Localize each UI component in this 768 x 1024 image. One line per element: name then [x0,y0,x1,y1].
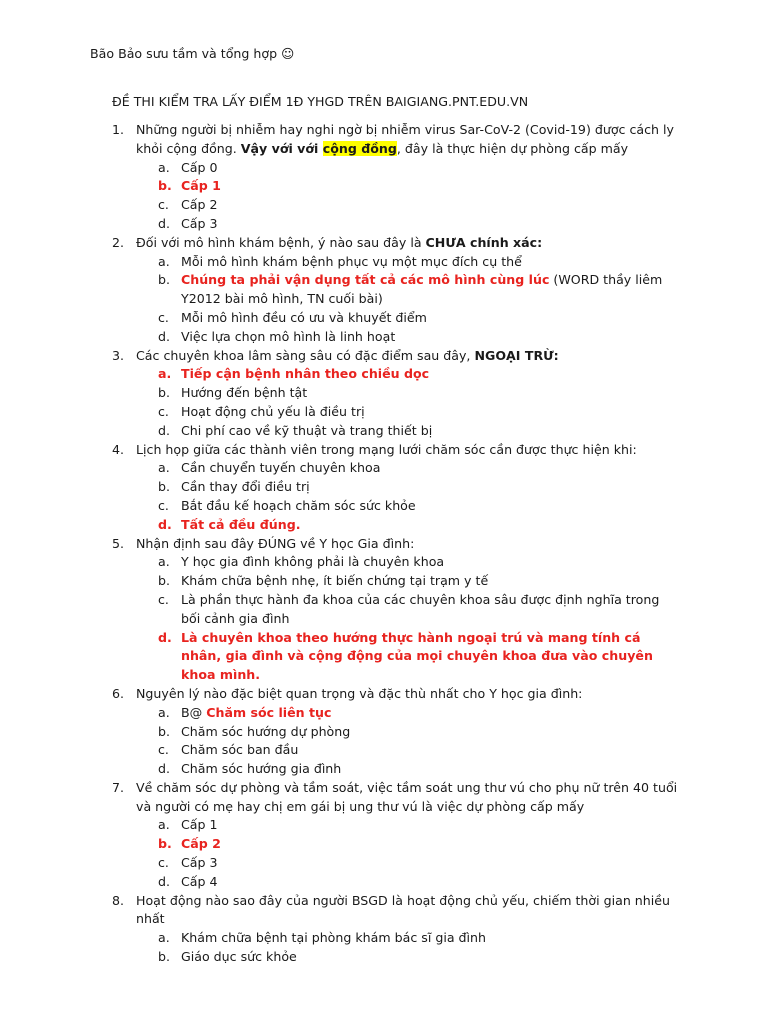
option-b [136,723,680,742]
question-number: 4. [112,441,125,457]
option-d-correct [136,629,680,685]
option-text: Chăm sóc hướng gia đình [181,761,342,777]
option-text: Việc lựa chọn mô hình là linh hoạt [181,328,396,344]
question-text-bold: CHƯA chính xác: [425,234,543,250]
option-letter: d. [158,215,170,231]
question-number: 2. [112,234,125,250]
question-text: Nhận định sau đây ĐÚNG về Y học Gia đình: [136,535,415,551]
question-text-part: Các chuyên khoa lâm sàng sâu có đặc điểm sau đây, [136,347,475,363]
question-number: 1. [112,122,125,137]
option-text: Tất cả đều đúng. [181,516,301,532]
option-letter: d. [158,629,172,645]
option-list [136,553,680,685]
option-a-correct [136,704,680,723]
option-letter: c. [158,403,169,419]
option-a [136,553,680,572]
question-list [0,121,768,967]
option-b [136,572,680,591]
option-letter: a. [158,366,172,382]
option-prefix: B@ [181,704,207,720]
option-list [136,816,680,891]
option-b [136,478,680,497]
option-letter: d. [158,761,170,777]
option-c [136,403,680,422]
option-text: Là phần thực hành đa khoa của các chuyên khoa sâu được định nghĩa trong bối cảnh gia đình [181,591,660,626]
option-c [136,591,680,629]
option-letter: b. [158,836,172,852]
option-letter: c. [158,497,169,513]
option-d-correct [136,516,680,535]
option-list [136,704,680,779]
question-text-part: , đây là thực hiện dự phòng cấp mấy [396,140,629,156]
question-5 [0,535,768,685]
option-text: Cấp 1 [181,178,221,194]
option-d [136,760,680,779]
option-text: Chăm sóc hướng dự phòng [181,723,351,739]
question-6 [0,685,768,779]
option-text: Chăm sóc ban đầu [181,742,299,758]
option-text: Tiếp cận bệnh nhân theo chiều dọc [181,366,430,382]
option-letter: c. [158,309,169,325]
option-letter: d. [158,422,170,438]
question-7 [0,779,768,892]
option-c [136,497,680,516]
option-text: Cần thay đổi điều trị [181,479,310,495]
header-note: Bão Bảo sưu tầm và tổng hợp ☺ [90,46,295,61]
option-text: Khám chữa bệnh tại phòng khám bác sĩ gia đình [181,930,486,946]
option-letter: a. [158,817,170,833]
option-text-answer: Chúng ta phải vận dụng tất cả các mô hình cùng lúc [181,272,550,288]
highlighted-text: cộng đồng [322,140,397,156]
option-letter: b. [158,272,170,288]
option-letter: b. [158,479,170,495]
option-b [136,384,680,403]
option-c [136,741,680,760]
option-list [136,253,680,347]
question-text [136,121,680,159]
question-2 [0,234,768,347]
option-letter: c. [158,197,169,213]
option-text: Cần chuyển tuyến chuyên khoa [181,460,381,476]
option-b-correct [136,835,680,854]
option-letter: c. [158,855,169,871]
question-number: 5. [112,535,125,551]
option-text: Là chuyên khoa theo hướng thực hành ngoại trú và mang tính cá nhân, gia đình và cộng động của mọi chuyên khoa đưa vào chuyên khoa mình. [181,629,653,683]
option-text: Cấp 1 [181,817,218,833]
question-text: Lịch họp giữa các thành viên trong mạng lưới chăm sóc cần được thực hiện khi: [136,441,637,457]
option-letter: b. [158,573,170,589]
question-number: 6. [112,685,125,701]
option-text-note: (WORD thầy liêm Y2012 bài mô hình, TN cuối bài) [181,272,663,307]
option-letter: b. [158,385,170,401]
option-text: Y học gia đình không phải là chuyên khoa [181,554,445,570]
option-c [136,309,680,328]
option-letter: a. [158,159,170,175]
question-text [136,347,680,366]
option-a-correct [136,365,680,384]
option-list [136,159,680,234]
option-c [136,196,680,215]
question-text: Nguyên lý nào đặc biệt quan trọng và đặc thù nhất cho Y học gia đình: [136,685,583,701]
document-title: ĐỀ THI KIỂM TRA LẤY ĐIỂM 1Đ YHGD TRÊN BAIGIANG.PNT.EDU.VN [112,94,529,109]
option-d [136,215,680,234]
option-a [136,253,680,272]
option-text: Cấp 0 [181,159,218,175]
option-letter: a. [158,253,170,269]
option-text: Cấp 2 [181,197,218,213]
question-text: Hoạt động nào sao đây của người BSGD là hoạt động chủ yếu, chiếm thời gian nhiều nhất [136,892,670,927]
option-text: Mỗi mô hình đều có ưu và khuyết điểm [181,309,427,325]
option-c [136,854,680,873]
option-b [136,948,680,967]
option-text-answer: Chăm sóc liên tục [206,704,332,720]
option-text: Mỗi mô hình khám bệnh phục vụ một mục đích cụ thể [181,253,522,269]
question-text-part: Đối với mô hình khám bệnh, ý nào sau đây là [136,234,426,250]
option-letter: a. [158,460,170,476]
option-text: Bắt đầu kế hoạch chăm sóc sức khỏe [181,497,416,513]
option-d [136,328,680,347]
question-3 [0,347,768,441]
option-text: Hoạt động chủ yếu là điều trị [181,403,365,419]
option-text: Chi phí cao về kỹ thuật và trang thiết bị [181,422,433,438]
question-text-bold: NGOẠI TRỪ: [474,347,559,363]
option-letter: c. [158,591,169,607]
question-number: 3. [112,347,125,363]
option-letter: b. [158,723,170,739]
option-b-correct [136,271,680,309]
question-text [136,234,680,253]
option-text: Cấp 4 [181,873,218,889]
question-number: 8. [112,892,125,908]
option-d [136,873,680,892]
option-b-correct [136,177,680,196]
option-list [136,365,680,440]
option-letter: b. [158,949,170,965]
option-text: Cấp 2 [181,836,221,852]
question-8 [0,892,768,967]
question-text-part: Những người bị nhiễm hay nghi ngờ bị nhiễm virus Sar-CoV-2 (Covid-19) được cách ly khỏi cộng đồng. [136,122,674,156]
option-text: Cấp 3 [181,855,218,871]
question-text-bold: Vậy với với [240,140,323,156]
option-list [136,929,680,967]
option-letter: a. [158,930,170,946]
option-letter: c. [158,742,169,758]
option-letter: d. [158,328,170,344]
option-text: Khám chữa bệnh nhẹ, ít biến chứng tại trạm y tế [181,573,489,589]
option-a [136,459,680,478]
option-a [136,929,680,948]
option-text: Giáo dục sức khỏe [181,949,297,965]
option-text: Hướng đến bệnh tật [181,385,308,401]
question-number: 7. [112,779,125,795]
option-a [136,159,680,178]
question-4 [0,441,768,535]
option-letter: d. [158,516,172,532]
option-a [136,816,680,835]
question-text: Về chăm sóc dự phòng và tầm soát, việc tầm soát ung thư vú cho phụ nữ trên 40 tuổi và người có mẹ hay chị em gái bị ung thư vú là việc dự phòng cấp mấy [136,779,678,814]
option-letter: b. [158,178,172,194]
option-letter: a. [158,704,170,720]
question-1 [0,121,768,234]
option-list [136,459,680,534]
option-text: Cấp 3 [181,215,218,231]
option-letter: a. [158,554,170,570]
option-letter: d. [158,873,170,889]
option-d [136,422,680,441]
